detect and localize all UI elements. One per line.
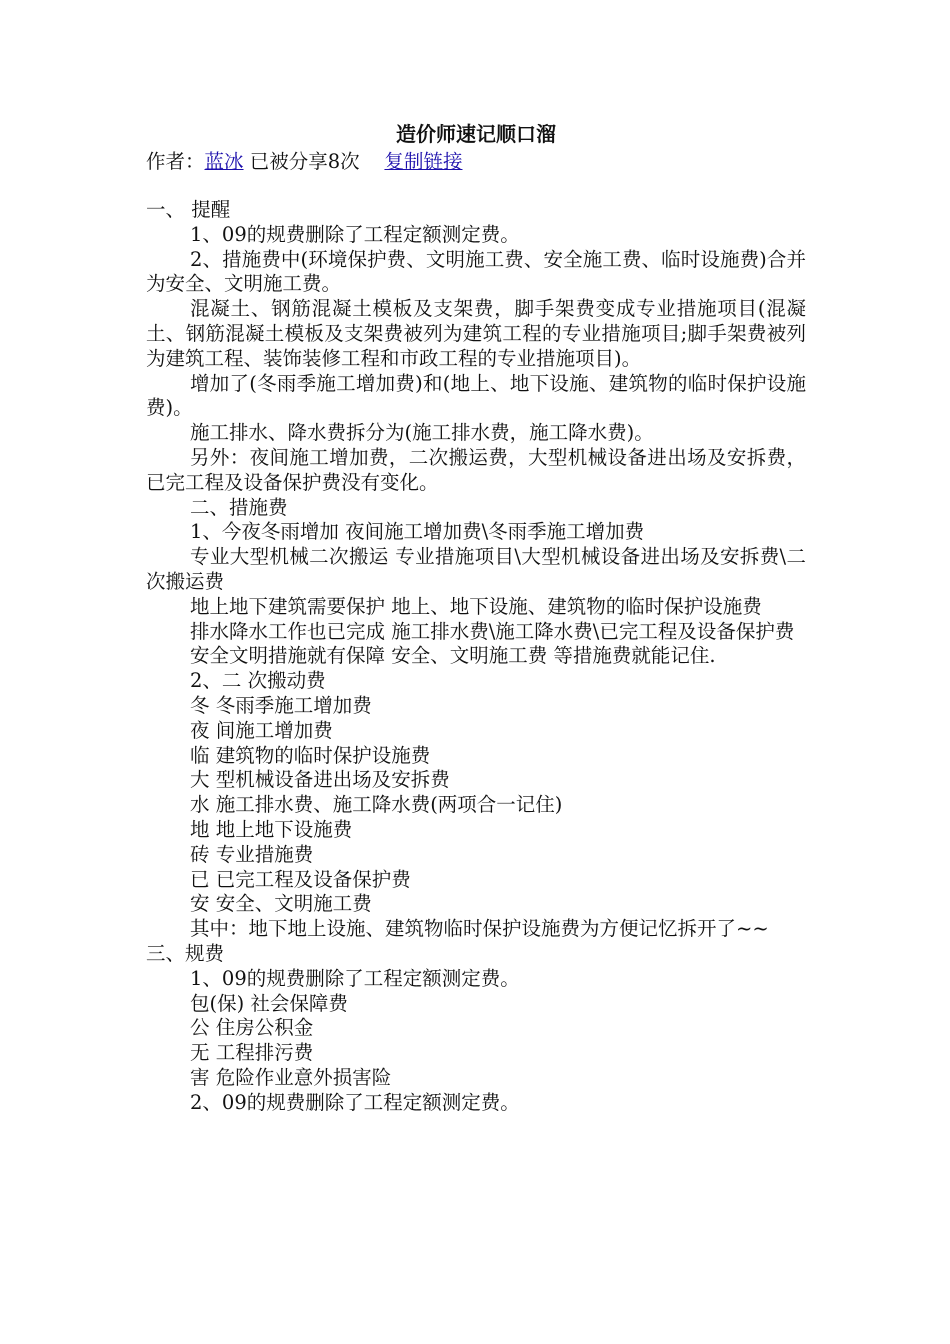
paragraph: 安全文明措施就有保障 安全、文明施工费 等措施费就能记住. (190, 644, 716, 668)
share-count: 已被分享8次 (249, 150, 360, 173)
paragraph: 1、今夜冬雨增加 夜间施工增加费\冬雨季施工增加费 (190, 520, 645, 544)
paragraph: 1、09的规费删除了工程定额测定费。 (190, 966, 520, 990)
author-label: 作者： (146, 150, 205, 173)
mnemonic-line: 水 施工排水费、施工降水费(两项合一记住) (190, 793, 563, 817)
document-page (146, 120, 806, 1115)
paragraph: 施工排水、降水费拆分为(施工排水费，施工降水费)。 (190, 421, 654, 445)
document-title: 造价师速记顺口溜 (396, 122, 556, 146)
author-link[interactable]: 蓝冰 (204, 150, 244, 173)
paragraph: 增加了(冬雨季施工增加费)和(地上、地下设施、建筑物的临时保护设施费)。 (146, 371, 806, 420)
paragraph: 排水降水工作也已完成 施工排水费\施工降水费\已完工程及设备保护费 (190, 619, 795, 643)
paragraph: 混凝土、钢筋混凝土模板及支架费，脚手架费变成专业措施项目(混凝土、钢筋混凝土模板及支架费被列为建筑工程的专业措施项目;脚手架费被列为建筑工程、装饰装修工程和市政工程的专业措施项目)。 (146, 297, 806, 370)
mnemonic-line: 临 建筑物的临时保护设施费 (190, 743, 431, 767)
mnemonic-line: 大 型机械设备进出场及安拆费 (190, 768, 450, 792)
paragraph: 2、二 次搬动费 (190, 669, 326, 693)
paragraph: 另外：夜间施工增加费，二次搬运费，大型机械设备进出场及安拆费，已完工程及设备保护费没有变化。 (146, 445, 806, 494)
paragraph: 专业大型机械二次搬运 专业措施项目\大型机械设备进出场及安拆费\二次搬运费 (146, 545, 806, 593)
paragraph: 2、措施费中(环境保护费、文明施工费、安全施工费、临时设施费)合并为安全、文明施工费。 (146, 247, 806, 296)
copy-link[interactable]: 复制链接 (384, 150, 463, 173)
paragraph: 地上地下建筑需要保护 地上、地下设施、建筑物的临时保护设施费 (190, 594, 762, 618)
author-line (146, 150, 806, 176)
mnemonic-line: 安 安全、文明施工费 (190, 892, 372, 916)
paragraph: 2、09的规费删除了工程定额测定费。 (190, 1090, 520, 1114)
mnemonic-line: 无 工程排污费 (190, 1041, 314, 1065)
paragraph: 1、09的规费删除了工程定额测定费。 (190, 222, 520, 246)
section-heading-reminder: 一、 提醒 (146, 198, 231, 221)
mnemonic-line: 包(保) 社会保障费 (190, 991, 348, 1015)
mnemonic-line: 地 地上地下设施费 (190, 817, 353, 841)
spacer (146, 176, 806, 198)
mnemonic-line: 砖 专业措施费 (190, 842, 314, 866)
mnemonic-line: 已 已完工程及设备保护费 (190, 867, 411, 891)
mnemonic-line: 夜 间施工增加费 (190, 718, 333, 742)
section-heading-measures: 二、措施费 (190, 495, 288, 519)
mnemonic-line: 害 危险作业意外损害险 (190, 1065, 392, 1089)
paragraph: 其中：地下地上设施、建筑物临时保护设施费为方便记忆拆开了~~ (190, 917, 769, 941)
mnemonic-line: 公 住房公积金 (190, 1016, 314, 1040)
mnemonic-line: 冬 冬雨季施工增加费 (190, 693, 372, 717)
section-heading-fees: 三、规费 (146, 941, 225, 965)
